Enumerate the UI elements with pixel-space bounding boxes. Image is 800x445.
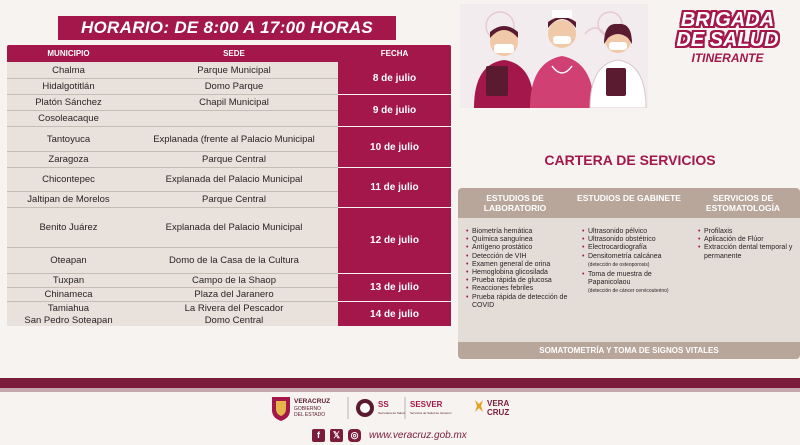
row-sede: Domo Parque [204, 81, 264, 92]
row-sede: Domo de la Casa de la Cultura [169, 255, 299, 266]
brigada-line1: BRIGADA [680, 9, 775, 31]
row-sede: Explanada del Palacio Municipal [165, 174, 303, 185]
header-municipio: MUNICIPIO [47, 49, 90, 58]
cartera-title: CARTERA DE SERVICIOS [544, 152, 716, 168]
list-item: • Biometría hemática [466, 228, 571, 236]
row-municipio: Jaltipan de Morelos [27, 194, 110, 205]
table-row [7, 152, 338, 168]
fecha-cell: 9 de julio [338, 95, 451, 127]
table-row [7, 95, 338, 111]
veracruz-brand-icon [475, 400, 483, 412]
list-item: • Química sanguínea [466, 236, 571, 244]
sesver-logo-subtext: Servicios de Salud de Veracruz [410, 411, 452, 415]
list-item: • Antígeno prostático [466, 244, 571, 252]
fecha-cell: 14 de julio [338, 302, 451, 326]
row-sede: La Rivera del Pescador [184, 302, 284, 314]
table-row [7, 79, 338, 95]
facebook-icon[interactable]: f [312, 429, 325, 442]
ss-logo-text: SS [378, 400, 389, 409]
cartera-col-header: ESTUDIOS DE GABINETE [577, 193, 681, 203]
ss-logo-subtext: Secretaría de Salud [378, 411, 405, 415]
footer-band-accent [0, 388, 800, 392]
estomatologia-list [698, 228, 793, 261]
list-item: • Ultrasonido obstétrico [582, 236, 690, 244]
fecha-cell: 13 de julio [338, 274, 451, 302]
row-municipio: San Pedro Soteapan [24, 314, 113, 326]
table-row [7, 302, 338, 314]
row-municipio: Tantoyuca [46, 133, 91, 145]
row-sede: Campo de la Shaop [192, 275, 276, 286]
fecha-cell: 11 de julio [338, 168, 451, 208]
gabinete-list [582, 228, 690, 297]
veracruz-brand-line1: VERA [487, 399, 510, 408]
row-municipio: Zaragoza [48, 154, 89, 165]
cartera-panel [458, 188, 800, 359]
row-sede: Chapil Municipal [199, 97, 269, 108]
table-row [7, 168, 338, 192]
veracruz-gob-line2: GOBIERNO [294, 406, 321, 412]
list-item: • Electrocardiografía [582, 244, 690, 252]
list-item: • Hemoglobina glicosilada [466, 269, 571, 277]
row-municipio: Chinameca [44, 289, 93, 300]
row-municipio: Tamiahua [47, 302, 90, 314]
row-municipio: Benito Juárez [39, 222, 98, 233]
list-item: • Ultrasonido pélvico [582, 228, 690, 236]
laboratorio-list [466, 228, 571, 310]
schedule-header [7, 45, 451, 62]
table-row [7, 192, 338, 208]
list-item: • Detección de VIH [466, 253, 571, 261]
table-row [7, 208, 338, 248]
row-sede: Parque Central [202, 194, 266, 205]
health-workers-illustration [460, 4, 648, 108]
schedule-hours-banner: HORARIO: DE 8:00 A 17:00 HORAS [58, 16, 396, 40]
brigada-line3: ITINERANTE [691, 51, 764, 65]
fecha-cell: 12 de julio [338, 208, 451, 274]
list-item: • Examen general de orina [466, 261, 571, 269]
row-municipio: Chicontepec [42, 174, 95, 185]
list-item: • Prueba rápida de glucosa [466, 277, 571, 285]
cartera-col-header: SERVICIOS DE ESTOMATOLOGÍA [705, 193, 781, 213]
header-fecha: FECHA [380, 49, 409, 58]
footer-links [312, 427, 467, 443]
row-municipio: Chalma [52, 64, 85, 76]
schedule-table [7, 45, 451, 326]
list-item: • Toma de muestra de Papanicolaou (detección de cáncer cervicouterino) [582, 271, 690, 297]
brigada-line2: DE SALUD [676, 29, 779, 51]
row-sede: Explanada del Palacio Municipal [165, 222, 303, 233]
table-row [7, 248, 338, 274]
row-sede: Parque Central [202, 154, 266, 165]
row-municipio: Hidalgotitlán [42, 81, 95, 92]
list-item: • Reacciones febriles [466, 285, 571, 293]
row-municipio: Cosoleacaque [38, 113, 99, 124]
table-row [7, 288, 338, 302]
list-item: • Densitometría calcánea (detección de osteoporosis) [582, 253, 690, 271]
table-row [7, 62, 338, 79]
cartera-col-header: ESTUDIOS DE LABORATORIO [483, 193, 547, 213]
sesver-logo-text: SESVER [410, 400, 443, 409]
x-icon[interactable]: 𝕏 [330, 429, 343, 442]
row-municipio: Platón Sánchez [35, 97, 102, 108]
list-item: • Profilaxis [698, 228, 793, 236]
row-sede: Parque Municipal [197, 64, 271, 76]
list-item: • Prueba rápida de detección de COVID [466, 294, 571, 310]
cartera-header [458, 188, 800, 218]
fecha-cell: 8 de julio [338, 62, 451, 95]
table-row [7, 111, 338, 127]
list-item: • Aplicación de Flúor [698, 236, 793, 244]
row-sede: Plaza del Jaranero [194, 289, 274, 300]
header-sede: SEDE [223, 49, 245, 58]
veracruz-brand-line2: CRUZ [487, 408, 510, 417]
instagram-icon[interactable]: ◎ [348, 429, 361, 442]
list-item: • Extracción dental temporal y permanente [698, 244, 793, 260]
row-sede: Explanada (frente al Palacio Municipal [153, 133, 315, 145]
fecha-cell: 10 de julio [338, 127, 451, 168]
item-note: (detección de osteoporosis) [588, 261, 650, 268]
item-note: (detección de cáncer cervicouterino) [588, 288, 669, 295]
veracruz-gob-line1: VERACRUZ [294, 398, 331, 405]
brigada-title [660, 10, 795, 65]
table-row [7, 274, 338, 288]
schedule-body [7, 62, 451, 326]
cartera-footer: SOMATOMETRÍA Y TOMA DE SIGNOS VITALES [458, 342, 800, 359]
table-row [7, 127, 338, 152]
government-logos [270, 394, 530, 422]
row-municipio: Oteapan [50, 255, 87, 266]
row-sede: Domo Central [204, 314, 264, 326]
website-url[interactable]: www.veracruz.gob.mx [369, 429, 467, 441]
table-row [7, 314, 338, 326]
veracruz-gob-line3: DEL ESTADO [294, 412, 326, 418]
row-municipio: Tuxpan [52, 275, 85, 286]
